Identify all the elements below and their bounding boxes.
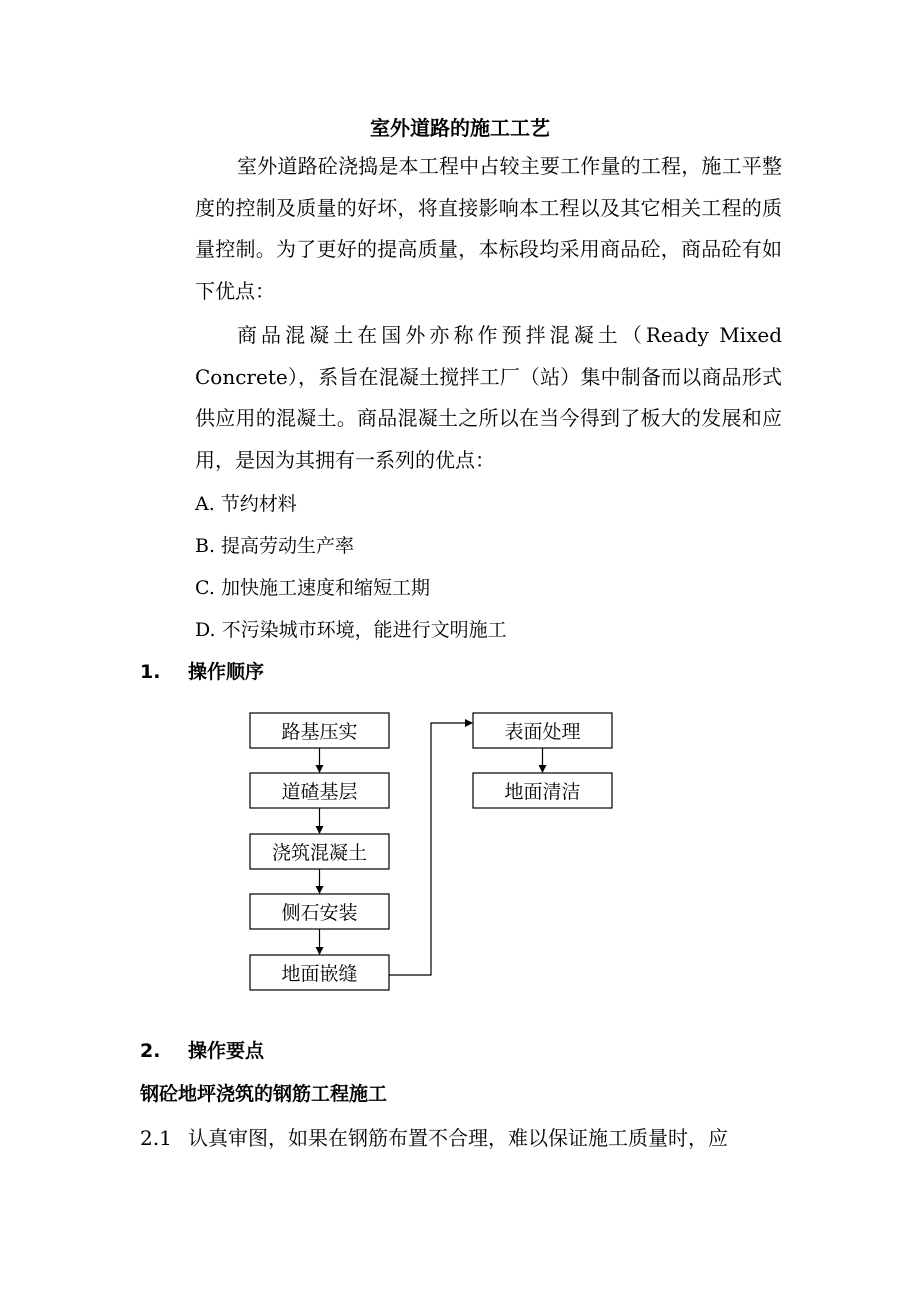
advantage-item-d: D. 不污染城市环境，能进行文明施工	[195, 619, 507, 641]
document-title: 室外道路的施工工艺	[370, 116, 550, 140]
item-text: 认真审图，如果在钢筋布置不合理，难以保证施工质量时，应	[188, 1126, 728, 1150]
flow-step-ballast-base	[250, 773, 389, 808]
flow-step-joint-sealing	[250, 955, 389, 990]
flow-step-ground-cleaning	[473, 773, 612, 808]
section-number: 2.	[140, 1040, 161, 1062]
flow-step-curb-installation	[250, 894, 389, 929]
advantage-item-a: A. 节约材料	[195, 493, 297, 515]
flow-connector-arrow	[389, 723, 472, 975]
section-heading-key-points	[140, 1037, 264, 1065]
item-number: 2.1	[140, 1126, 172, 1150]
flow-step-label: 路基压实	[281, 721, 358, 743]
flow-step-label: 表面处理	[504, 721, 581, 743]
advantage-item-c: C. 加快施工速度和缩短工期	[195, 577, 430, 599]
flow-step-label: 道碴基层	[281, 781, 358, 803]
flow-step-label: 侧石安装	[281, 902, 358, 924]
item-2-1	[140, 1124, 782, 1152]
flow-step-surface-treatment	[473, 713, 612, 748]
section-number: 1.	[140, 661, 161, 683]
ready-mixed-paragraph: 商品混凝土在国外亦称作预拌混凝土（Ready Mixed Concrete），系旨在混凝土搅拌工厂（站）集中制备而以商品形式供应用的混凝土。商品混凝土之所以在当今得到了板大的发展和应用，是因为其拥有一系列的优点：	[195, 323, 782, 472]
flow-step-label: 地面嵌缝	[281, 963, 358, 985]
intro-paragraph: 室外道路砼浇捣是本工程中占较主要工作量的工程，施工平整度的控制及质量的好坏，将直接影响本工程以及其它相关工程的质量控制。为了更好的提高质量，本标段均采用商品砼，商品砼有如下优点：	[195, 154, 782, 303]
flow-step-label: 浇筑混凝土	[271, 842, 368, 864]
flow-step-subgrade-compaction	[250, 713, 389, 748]
flow-step-pour-concrete	[250, 834, 389, 869]
section-label: 操作要点	[188, 1040, 265, 1062]
advantage-item-b: B. 提高劳动生产率	[195, 535, 355, 557]
subheading-rebar-works: 钢砼地坪浇筑的钢筋工程施工	[140, 1083, 388, 1105]
section-label: 操作顺序	[188, 661, 265, 683]
flow-step-label: 地面清洁	[504, 781, 581, 803]
